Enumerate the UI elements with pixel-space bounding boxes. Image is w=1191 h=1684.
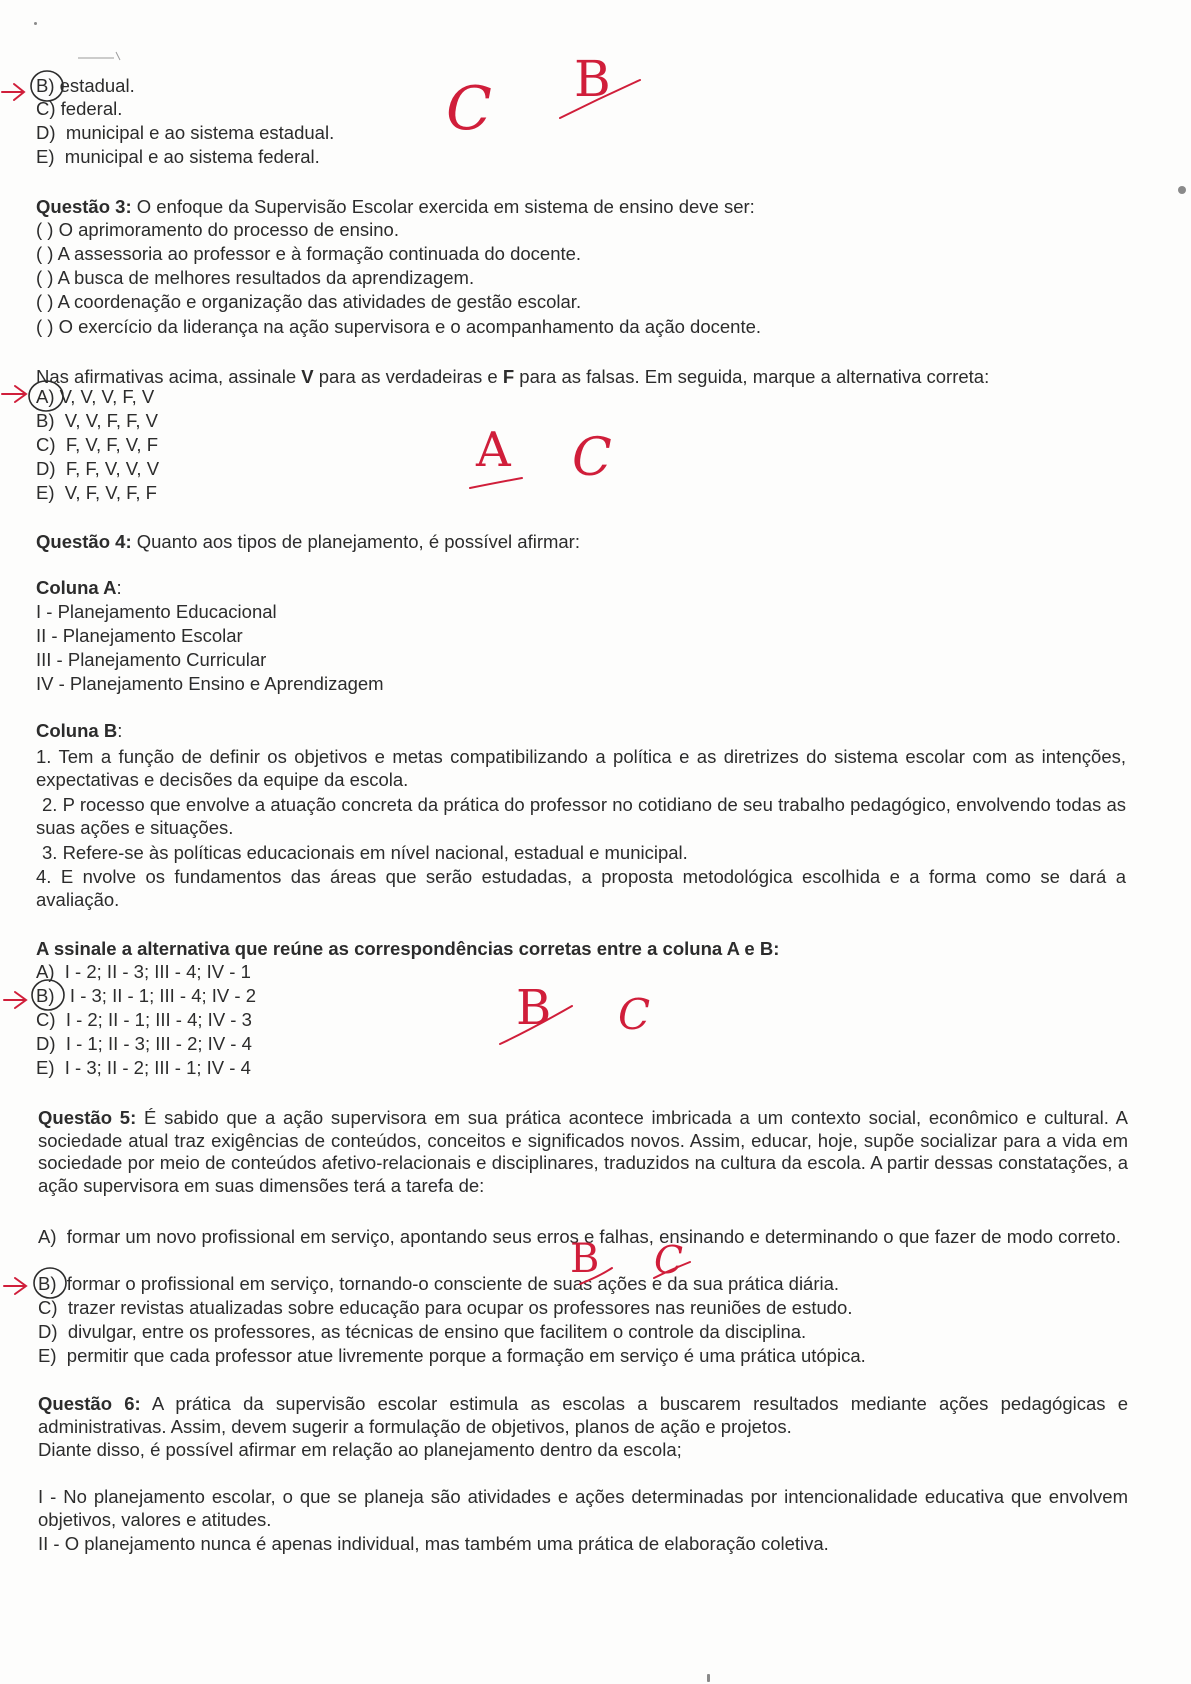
handwritten-letter-b: B <box>516 980 552 1036</box>
option-letter: D) <box>36 1033 56 1054</box>
coluna-b-title-text: Coluna B <box>36 720 118 741</box>
scan-speck <box>34 22 37 25</box>
q4-option-a <box>36 961 251 983</box>
question-label: Questão 5: <box>38 1107 137 1128</box>
option-letter: C) <box>36 434 56 455</box>
q5-option-d <box>38 1321 806 1343</box>
option-text: F, V, F, V, F <box>65 434 159 455</box>
question-label: Questão 6: <box>38 1393 141 1414</box>
q3-instruction <box>36 366 989 388</box>
q3-option-a <box>36 386 154 408</box>
q3-option-b <box>36 410 158 432</box>
question-label: Questão 4: <box>36 531 132 552</box>
q5-option-b <box>38 1273 839 1295</box>
option-text: trazer revistas atualizadas sobre educação para ocupar os professores nas reuniões de estudo. <box>67 1297 853 1318</box>
option-text: formar o profissional em serviço, tornando-o consciente de suas ações e da sua prática diária. <box>66 1273 840 1294</box>
option-text: municipal e ao sistema federal. <box>64 146 320 167</box>
q3-header <box>36 196 755 218</box>
q3-option-c <box>36 434 158 456</box>
scan-speck <box>1178 186 1186 194</box>
q3-statement: ( ) O aprimoramento do processo de ensino. <box>36 219 399 240</box>
q4-instruction: A ssinale a alternativa que reúne as correspondências corretas entre a coluna A e B: <box>36 938 780 959</box>
q3-option-d <box>36 458 159 480</box>
q4-option-b <box>36 985 256 1007</box>
q5-header <box>38 1107 1128 1197</box>
q6-header <box>38 1393 1128 1438</box>
option-text: V, V, F, F, V <box>64 410 159 431</box>
option-letter: B) <box>36 985 55 1006</box>
option-letter: C) <box>36 98 56 119</box>
option-text: federal. <box>60 98 123 119</box>
q3-option-e <box>36 482 157 504</box>
option-letter: E) <box>36 482 55 503</box>
q4-header <box>36 531 580 553</box>
handwritten-letter-c: C <box>446 74 492 144</box>
coluna-a-title: Coluna A: <box>36 577 122 598</box>
option-text: F, F, V, V, V <box>65 458 160 479</box>
handwritten-letter-c: C <box>654 1238 684 1282</box>
option-letter: D) <box>36 458 56 479</box>
arrow-icon <box>2 386 26 402</box>
option-letter: A) <box>36 961 55 982</box>
option-letter: B) <box>36 75 55 96</box>
arrow-icon <box>2 84 24 100</box>
handwritten-letter-b: B <box>570 1236 600 1282</box>
q2-option-d <box>36 122 334 144</box>
instruction-text: para as verdadeiras e <box>313 366 503 387</box>
coluna-a-item: IV - Planejamento Ensino e Aprendizagem <box>36 673 384 694</box>
scan-speck <box>707 1674 710 1682</box>
underline-stroke <box>470 478 522 488</box>
option-letter: E) <box>36 1057 55 1078</box>
q2-option-e <box>36 146 320 168</box>
question-label: Questão 3: <box>36 196 132 217</box>
q2-option-b <box>36 75 135 97</box>
coluna-b-item: 3. Refere-se às políticas educacionais em nível nacional, estadual e municipal. <box>42 842 688 863</box>
handwritten-letter-b: B <box>574 50 611 108</box>
arrow-icon <box>4 1278 26 1294</box>
option-letter: A) <box>38 1226 57 1247</box>
option-letter: C) <box>36 1009 56 1030</box>
option-text: V, F, V, F, F <box>64 482 157 503</box>
option-letter: A) <box>36 386 55 407</box>
question-prompt: Quanto aos tipos de planejamento, é possível afirmar: <box>136 531 580 552</box>
q6-item: II - O planejamento nunca é apenas individual, mas também uma prática de elaboração coletiva. <box>38 1533 829 1554</box>
option-letter: D) <box>38 1321 58 1342</box>
question-prompt: A prática da supervisão escolar estimula as escolas a buscarem resultados mediante ações pedagógicas e administrativas. Assim, devem sugerir a formulação de objetivos, planos de ação e projetos. <box>38 1393 1129 1437</box>
option-text: divulgar, entre os professores, as técnicas de ensino que facilitem o controle da disciplina. <box>67 1321 807 1342</box>
coluna-b-item: 2. P rocesso que envolve a atuação concreta da prática do professor no cotidiano de seu trabalho pedagógico, envolvendo todas as suas ações e situações. <box>36 794 1126 838</box>
q4-option-d <box>36 1033 252 1055</box>
instruction-text: para as falsas. Em seguida, marque a alternativa correta: <box>514 366 990 387</box>
instruction-text: Nas afirmativas acima, assinale <box>36 366 302 387</box>
option-letter: B) <box>38 1273 57 1294</box>
option-text: formar um novo profissional em serviço, apontando seus erros e falhas, ensinando e determinando o que fazer de modo correto. <box>66 1226 1121 1247</box>
arrow-icon <box>4 992 26 1008</box>
coluna-b-title: Coluna B: <box>36 720 123 741</box>
q4-option-c <box>36 1009 252 1031</box>
option-text: I - 1; II - 3; III - 2; IV - 4 <box>65 1033 252 1054</box>
question-prompt: É sabido que a ação supervisora em sua prática acontece imbricada a um contexto social, econômico e cultural. A sociedade atual traz exigências de conteúdos, conceitos e significados novos. Assim, educar, hoje, supõe socializar para a vida em sociedade por meio de conteúdos afetivo-relacionais e disciplinares, traduzidos na cultura da escola. A partir dessas constatações, a ação supervisora em suas dimensões terá a tarefa de: <box>38 1107 1128 1196</box>
coluna-a-item: I - Planejamento Educacional <box>36 601 277 622</box>
handwritten-letter-c: C <box>618 990 651 1039</box>
instruction-f: F <box>502 366 515 387</box>
option-text: I - 3; II - 1; III - 4; IV - 2 <box>69 985 256 1006</box>
option-letter: E) <box>38 1345 57 1366</box>
option-text: estadual. <box>59 75 135 96</box>
handwritten-letter-a: A <box>476 422 511 478</box>
option-letter: C) <box>38 1297 58 1318</box>
option-text: I - 2; II - 3; III - 4; IV - 1 <box>64 961 251 982</box>
coluna-b-item: 4. E nvolve os fundamentos das áreas que serão estudadas, a proposta metodológica escolhida e a forma como se dará a avaliação. <box>36 866 1126 910</box>
q3-statement: ( ) A coordenação e organização das atividades de gestão escolar. <box>36 291 582 312</box>
q5-option-e <box>38 1345 866 1367</box>
handwritten-letter-c: C <box>572 428 612 488</box>
option-letter: B) <box>36 410 55 431</box>
option-letter: E) <box>36 146 55 167</box>
question-prompt: O enfoque da Supervisão Escolar exercida em sistema de ensino deve ser: <box>136 196 755 217</box>
instruction-v: V <box>301 366 314 387</box>
q6-prompt-continued: Diante disso, é possível afirmar em relação ao planejamento dentro da escola; <box>38 1439 682 1460</box>
q3-statement: ( ) O exercício da liderança na ação supervisora e o acompanhamento da ação docente. <box>36 316 762 337</box>
option-text: I - 3; II - 2; III - 1; IV - 4 <box>64 1057 251 1078</box>
option-text: permitir que cada professor atue livremente porque a formação em serviço é uma prática utópica. <box>66 1345 866 1366</box>
q4-option-e <box>36 1057 251 1079</box>
coluna-a-title-text: Coluna A <box>36 577 117 598</box>
coluna-a-item: III - Planejamento Curricular <box>36 649 267 670</box>
coluna-a-item: II - Planejamento Escolar <box>36 625 243 646</box>
q3-statement: ( ) A assessoria ao professor e à formação continuada do docente. <box>36 243 582 264</box>
q5-option-c <box>38 1297 852 1319</box>
q3-statement: ( ) A busca de melhores resultados da aprendizagem. <box>36 267 475 288</box>
q2-option-c <box>36 98 122 120</box>
q6-item: I - No planejamento escolar, o que se planeja são atividades e ações determinadas por intencionalidade educativa que envolvem objetivos, valores e atitudes. <box>38 1486 1128 1530</box>
option-letter: D) <box>36 122 56 143</box>
option-text: I - 2; II - 1; III - 4; IV - 3 <box>65 1009 252 1030</box>
coluna-b-item: 1. Tem a função de definir os objetivos e metas compatibilizando a política e as diretrizes do sistema escolar com as intenções, expectativas e decisões da equipe da escola. <box>36 746 1126 790</box>
option-text: V, V, V, F, V <box>59 386 155 407</box>
option-text: municipal e ao sistema estadual. <box>65 122 335 143</box>
